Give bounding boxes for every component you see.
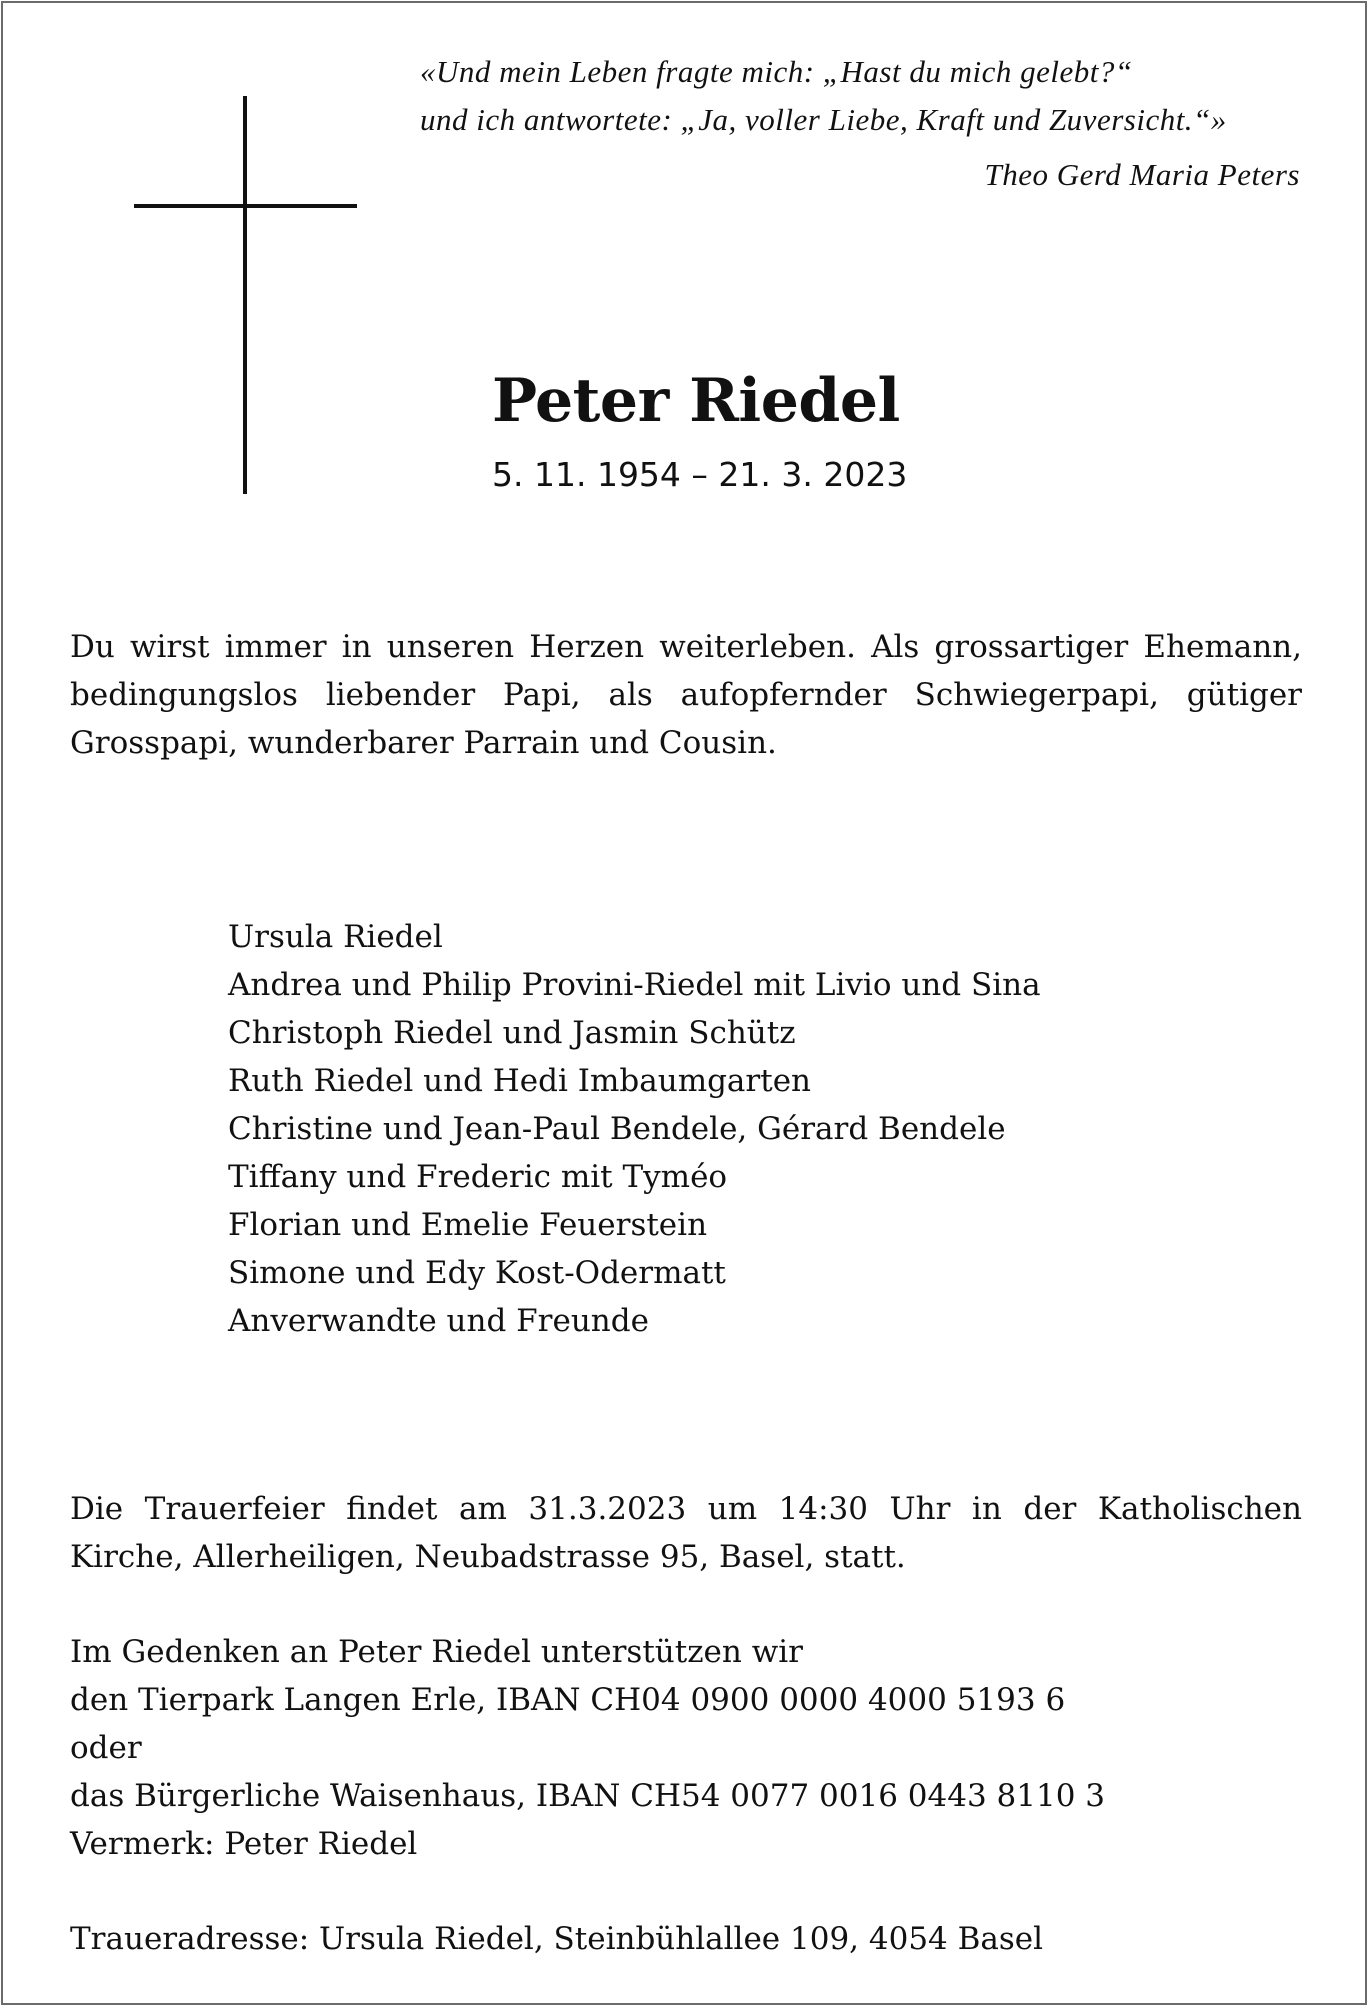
quote-line-2: und ich antwortete: „Ja, voller Liebe, Kraft und Zuversicht.“» xyxy=(420,102,1227,137)
ceremony-paragraph: Die Trauerfeier findet am 31.3.2023 um 14:30 Uhr in der Katholischen Kirche, Allerheiligen, Neubadstrasse 95, Basel, statt. xyxy=(70,1491,1302,1575)
deceased-name: Peter Riedel xyxy=(492,366,900,436)
mourner-item: Simone und Edy Kost-Odermatt xyxy=(228,1255,726,1291)
mourner-item: Christoph Riedel und Jasmin Schütz xyxy=(228,1015,796,1051)
donation-line: den Tierpark Langen Erle, IBAN CH04 0900 0000 4000 5193 6 xyxy=(70,1682,1066,1718)
donation-line: Im Gedenken an Peter Riedel unterstützen wir xyxy=(70,1634,803,1670)
mourners-list xyxy=(228,913,1041,1345)
quote-author: Theo Gerd Maria Peters xyxy=(984,157,1300,192)
mourner-item: Ruth Riedel und Hedi Imbaumgarten xyxy=(228,1063,812,1099)
life-dates: 5. 11. 1954 – 21. 3. 2023 xyxy=(492,455,908,494)
cross-horizontal-bar xyxy=(134,204,357,208)
mourner-item: Florian und Emelie Feuerstein xyxy=(228,1207,708,1243)
donation-line: das Bürgerliche Waisenhaus, IBAN CH54 0077 0016 0443 8110 3 xyxy=(70,1778,1105,1814)
mourner-item: Anverwandte und Freunde xyxy=(228,1303,649,1339)
mourner-item: Ursula Riedel xyxy=(228,919,443,955)
donation-line: Vermerk: Peter Riedel xyxy=(70,1826,418,1862)
mourner-item: Tiffany und Frederic mit Tyméo xyxy=(228,1159,728,1195)
donation-line: oder xyxy=(70,1730,142,1766)
cross-vertical-bar xyxy=(243,96,247,494)
quote-line-1: «Und mein Leben fragte mich: „Hast du mich gelebt?“ xyxy=(420,54,1133,89)
mourner-item: Christine und Jean-Paul Bendele, Gérard Bendele xyxy=(228,1111,1006,1147)
mourning-address: Traueradresse: Ursula Riedel, Steinbühlallee 109, 4054 Basel xyxy=(70,1921,1044,1957)
donation-block xyxy=(70,1628,1105,1868)
mourner-item: Andrea und Philip Provini-Riedel mit Livio und Sina xyxy=(228,967,1041,1003)
intro-paragraph: Du wirst immer in unseren Herzen weiterleben. Als grossartiger Ehemann, bedingungslos liebender Papi, als aufopfernder Schwiegerpapi, gütiger Grosspapi, wunderbarer Parrain und Cousin. xyxy=(70,629,1302,761)
